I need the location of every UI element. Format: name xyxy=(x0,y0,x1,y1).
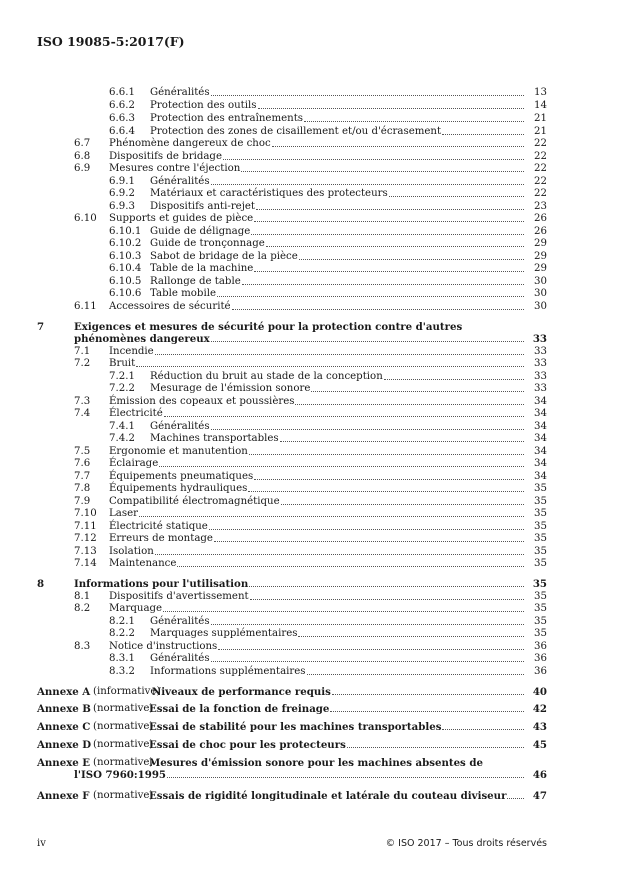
toc-entry-title: Essai de stabilité pour les machines transportables xyxy=(149,721,442,733)
annex-kind: (normative) xyxy=(93,703,154,714)
toc-entry-number: 8.1 xyxy=(74,591,91,602)
toc-entry-title: Généralités xyxy=(150,421,210,432)
toc-entry-page: 23 xyxy=(534,201,547,212)
toc-entry-title: Table de la machine xyxy=(150,263,254,274)
toc-entry-page: 30 xyxy=(534,301,547,312)
dot-leader xyxy=(211,184,524,185)
toc-entry-title: Généralités xyxy=(150,616,210,627)
dot-leader xyxy=(251,234,524,235)
dot-leader xyxy=(347,747,524,748)
toc-entry-number: 7.11 xyxy=(74,521,97,532)
toc-entry-title-line xyxy=(150,251,525,263)
toc-entry-title: Protection des zones de cisaillement et/ou d'écrasement xyxy=(150,126,442,137)
dot-leader xyxy=(211,341,524,342)
toc-entry-title-line xyxy=(150,238,525,250)
toc-entry-title: Erreurs de montage xyxy=(109,533,213,544)
toc-entry-number: 7.14 xyxy=(74,558,97,569)
toc-entry-number: 7.2 xyxy=(74,358,91,369)
toc-entry-number: 6.10.1 xyxy=(109,226,142,237)
dot-leader xyxy=(159,466,524,467)
toc-entry-title-line xyxy=(150,383,525,395)
toc-entry-title-line xyxy=(109,458,525,470)
toc-entry-page: 35 xyxy=(534,508,547,519)
toc-entry-title-line xyxy=(109,301,525,313)
toc-entry-page: 46 xyxy=(532,769,547,781)
toc-entry-number: 7.4.1 xyxy=(109,421,135,432)
toc-entry-number: Annexe C xyxy=(37,721,91,733)
toc-entry-title: Machines transportables xyxy=(150,433,279,444)
toc-entry-title: Niveaux de performance requis xyxy=(152,686,331,698)
dot-leader xyxy=(155,354,524,355)
toc-entry-title: Dispositifs de bridage xyxy=(109,151,222,162)
toc-entry-title-line xyxy=(150,628,525,640)
toc-entry-page: 34 xyxy=(534,408,547,419)
toc-entry-title-line xyxy=(150,176,525,188)
toc-entry-title: Dispositifs anti-rejet xyxy=(150,201,255,212)
toc-entry-number: 6.10.3 xyxy=(109,251,142,262)
toc-entry-title-line xyxy=(150,201,525,213)
toc-entry-page: 21 xyxy=(534,113,547,124)
toc-entry-title-line xyxy=(109,533,525,545)
toc-entry-number: 6.10.2 xyxy=(109,238,142,249)
toc-entry-number: 6.10 xyxy=(74,213,97,224)
toc-entry-page: 40 xyxy=(532,686,547,698)
toc-entry-number: 7.13 xyxy=(74,546,97,557)
toc-entry-title: Essai de choc pour les protecteurs xyxy=(149,739,346,751)
toc-entry-number: 7.12 xyxy=(74,533,97,544)
toc-entry-page: 36 xyxy=(534,641,547,652)
toc-entry-title-line xyxy=(74,578,525,590)
toc-entry-title: Guide de tronçonnage xyxy=(150,238,265,249)
toc-entry-number: 6.8 xyxy=(74,151,91,162)
dot-leader xyxy=(211,95,524,96)
toc-entry-number: 7.3 xyxy=(74,396,91,407)
toc-entry-page: 33 xyxy=(532,333,547,345)
toc-entry-number: 7.4 xyxy=(74,408,91,419)
toc-entry-page: 35 xyxy=(534,558,547,569)
dot-leader xyxy=(507,798,524,799)
toc-entry-title: Incendie xyxy=(109,346,154,357)
dot-leader xyxy=(272,146,524,147)
toc-entry-title: Équipements hydrauliques xyxy=(109,483,248,494)
toc-entry-title: Généralités xyxy=(150,653,210,664)
dot-leader xyxy=(136,366,524,367)
toc-entry-title-line xyxy=(150,263,525,275)
toc-entry-title-line xyxy=(150,653,525,665)
toc-entry-page: 35 xyxy=(534,603,547,614)
toc-entry-title-line xyxy=(150,100,525,112)
toc-entry-title: Marquage xyxy=(109,603,163,614)
annex-kind: (normative) xyxy=(93,790,154,801)
dot-leader xyxy=(307,674,524,675)
dot-leader xyxy=(163,611,524,612)
toc-entry-title: Mesures contre l'éjection xyxy=(109,163,241,174)
toc-entry-page: 22 xyxy=(534,188,547,199)
toc-entry-number: 7.6 xyxy=(74,458,91,469)
dot-leader xyxy=(384,379,524,380)
dot-leader xyxy=(280,441,524,442)
annex-kind: (normative) xyxy=(93,721,154,732)
toc-entry-title-line xyxy=(109,346,525,358)
dot-leader xyxy=(330,711,524,712)
dot-leader xyxy=(442,134,524,135)
toc-entry-title: Protection des entraînements xyxy=(150,113,304,124)
toc-entry-number: 6.6.2 xyxy=(109,100,135,111)
toc-entry-title: Essai de la fonction de freinage xyxy=(149,703,330,715)
dot-leader xyxy=(332,694,524,695)
toc-entry-number: 8.3.2 xyxy=(109,666,135,677)
toc-entry-number: 7.1 xyxy=(74,346,91,357)
dot-leader xyxy=(214,541,524,542)
toc-entry-title: Table mobile xyxy=(150,288,216,299)
toc-entry-title: Bruit xyxy=(109,358,136,369)
toc-entry-title-line xyxy=(109,546,525,558)
toc-entry-page: 30 xyxy=(534,276,547,287)
toc-entry-number: 7 xyxy=(37,321,45,333)
toc-entry-page: 26 xyxy=(534,213,547,224)
toc-entry-title: Dispositifs d'avertissement xyxy=(109,591,249,602)
toc-entry-number: 6.10.5 xyxy=(109,276,142,287)
toc-entry-title-line xyxy=(109,138,525,150)
toc-entry-title: Notice d'instructions xyxy=(109,641,218,652)
toc-entry-number: 7.7 xyxy=(74,471,91,482)
toc-entry-page: 45 xyxy=(532,739,547,751)
toc-entry-page: 35 xyxy=(534,546,547,557)
toc-entry-title: Généralités xyxy=(150,176,210,187)
toc-entry-title-line xyxy=(109,408,525,420)
dot-leader xyxy=(442,729,524,730)
toc-entry-title: Éclairage xyxy=(109,458,159,469)
toc-entry-number: 6.10.4 xyxy=(109,263,142,274)
toc-entry-title-line xyxy=(149,703,525,715)
toc-entry-number: 6.6.4 xyxy=(109,126,135,137)
toc-entry-title-line xyxy=(149,790,525,802)
toc-entry-title-line xyxy=(150,371,525,383)
toc-entry-number: 7.2.2 xyxy=(109,383,135,394)
dot-leader xyxy=(211,661,524,662)
toc-entry-number: 6.9.1 xyxy=(109,176,135,187)
dot-leader xyxy=(223,159,524,160)
toc-entry-title-line xyxy=(109,151,525,163)
toc-entry-title: Mesurage de l'émission sonore xyxy=(150,383,311,394)
dot-leader xyxy=(139,516,524,517)
toc-entry-page: 30 xyxy=(534,288,547,299)
dot-leader xyxy=(254,221,524,222)
toc-entry-title-line xyxy=(109,446,525,458)
toc-entry-title: Marquages supplémentaires xyxy=(150,628,298,639)
toc-entry-title: Accessoires de sécurité xyxy=(109,301,231,312)
toc-entry-page: 35 xyxy=(534,483,547,494)
toc-entry-page: 21 xyxy=(534,126,547,137)
toc-entry-title: Matériaux et caractéristiques des protecteurs xyxy=(150,188,388,199)
toc-entry-title-line xyxy=(109,163,525,175)
toc-entry-number: 7.5 xyxy=(74,446,91,457)
dot-leader xyxy=(311,391,524,392)
toc-entry-page: 14 xyxy=(534,100,547,111)
toc-entry-number: 7.9 xyxy=(74,496,91,507)
document-header: ISO 19085-5:2017(F) xyxy=(37,34,185,49)
dot-leader xyxy=(254,271,524,272)
annex-kind: (normative) xyxy=(93,757,154,768)
toc-entry-title-line xyxy=(149,739,525,751)
toc-entry-number: Annexe E xyxy=(37,757,91,769)
toc-entry-number: 8 xyxy=(37,578,45,590)
toc-entry-number: 7.2.1 xyxy=(109,371,135,382)
toc-entry-page: 26 xyxy=(534,226,547,237)
dot-leader xyxy=(258,108,524,109)
toc-entry-title: Protection des outils xyxy=(150,100,257,111)
toc-entry-title-line xyxy=(109,603,525,615)
toc-entry-page: 34 xyxy=(534,446,547,457)
toc-entry-title: Supports et guides de pièce xyxy=(109,213,254,224)
toc-entry-page: 34 xyxy=(534,433,547,444)
annex-kind: (normative) xyxy=(93,739,154,750)
toc-entry-title: Réduction du bruit au stade de la conception xyxy=(150,371,383,382)
toc-entry-title: Électricité statique xyxy=(109,521,208,532)
dot-leader xyxy=(281,504,524,505)
toc-entry-title-line xyxy=(150,188,525,200)
toc-entry-title-line xyxy=(150,126,525,138)
toc-entry-number: 6.10.6 xyxy=(109,288,142,299)
dot-leader xyxy=(250,599,524,600)
dot-leader xyxy=(241,171,524,172)
dot-leader xyxy=(209,529,524,530)
dot-leader xyxy=(211,429,524,430)
toc-entry-page: 35 xyxy=(534,616,547,627)
toc-entry-title: Sabot de bridage de la pièce xyxy=(150,251,298,262)
dot-leader xyxy=(211,624,524,625)
toc-entry-page: 36 xyxy=(534,653,547,664)
toc-entry-page: 35 xyxy=(534,591,547,602)
toc-entry-number: 7.8 xyxy=(74,483,91,494)
toc-entry-title-line xyxy=(109,483,525,495)
toc-entry-page: 34 xyxy=(534,421,547,432)
toc-entry-title-line xyxy=(150,433,525,445)
toc-entry-title: Ergonomie et manutention xyxy=(109,446,248,457)
toc-entry-title-line xyxy=(74,769,525,781)
toc-entry-title-line xyxy=(150,666,525,678)
toc-entry-page: 34 xyxy=(534,458,547,469)
toc-entry-page: 22 xyxy=(534,176,547,187)
dot-leader xyxy=(232,309,524,310)
toc-entry-number: 6.6.3 xyxy=(109,113,135,124)
toc-entry-page: 35 xyxy=(534,533,547,544)
dot-leader xyxy=(249,454,524,455)
dot-leader xyxy=(256,209,524,210)
dot-leader xyxy=(299,259,524,260)
dot-leader xyxy=(249,586,524,587)
toc-entry-page: 13 xyxy=(534,87,547,98)
toc-entry-title-line xyxy=(109,521,525,533)
page-number: iv xyxy=(37,838,46,849)
toc-entry-page: 42 xyxy=(532,703,547,715)
toc-entry-title-line xyxy=(150,421,525,433)
toc-entry-page: 36 xyxy=(534,666,547,677)
toc-entry-page: 22 xyxy=(534,138,547,149)
toc-entry-title-first-line: Mesures d'émission sonore pour les machines absentes de xyxy=(149,757,483,769)
toc-entry-number: 8.3 xyxy=(74,641,91,652)
toc-entry-number: 6.7 xyxy=(74,138,91,149)
toc-entry-title: phénomènes dangereux xyxy=(74,333,210,345)
toc-entry-title-line xyxy=(149,721,525,733)
toc-entry-number: 8.3.1 xyxy=(109,653,135,664)
toc-entry-page: 29 xyxy=(534,238,547,249)
toc-entry-page: 33 xyxy=(534,358,547,369)
toc-entry-page: 35 xyxy=(534,496,547,507)
toc-entry-title: Essais de rigidité longitudinale et latérale du couteau diviseur xyxy=(149,790,507,802)
toc-entry-title: Équipements pneumatiques xyxy=(109,471,254,482)
dot-leader xyxy=(218,649,524,650)
dot-leader xyxy=(167,777,524,778)
toc-entry-title: Maintenance xyxy=(109,558,177,569)
toc-entry-number: 6.9.2 xyxy=(109,188,135,199)
toc-entry-number: Annexe F xyxy=(37,790,90,802)
toc-entry-page: 34 xyxy=(534,471,547,482)
toc-entry-number: Annexe A xyxy=(37,686,91,698)
toc-entry-title-line xyxy=(150,616,525,628)
toc-entry-title: Informations pour l'utilisation xyxy=(74,578,249,590)
toc-entry-page: 43 xyxy=(532,721,547,733)
toc-entry-number: 6.11 xyxy=(74,301,97,312)
toc-entry-title-line xyxy=(152,686,525,698)
toc-entry-number: 6.6.1 xyxy=(109,87,135,98)
copyright-notice: © ISO 2017 – Tous droits réservés xyxy=(385,838,547,849)
dot-leader xyxy=(295,404,524,405)
toc-entry-title-line xyxy=(150,226,525,238)
toc-entry-page: 33 xyxy=(534,346,547,357)
dot-leader xyxy=(217,296,524,297)
toc-entry-number: 6.9 xyxy=(74,163,91,174)
toc-entry-number: 8.2.1 xyxy=(109,616,135,627)
toc-entry-title-line xyxy=(109,591,525,603)
toc-entry-title-line xyxy=(109,496,525,508)
toc-entry-title: Rallonge de table xyxy=(150,276,241,287)
toc-entry-title: Généralités xyxy=(150,87,210,98)
dot-leader xyxy=(254,479,524,480)
toc-entry-title-line xyxy=(109,558,525,570)
toc-entry-page: 35 xyxy=(532,578,547,590)
toc-entry-title-line xyxy=(109,508,525,520)
toc-entry-title-line xyxy=(150,288,525,300)
toc-entry-number: 8.2 xyxy=(74,603,91,614)
toc-entry-page: 22 xyxy=(534,151,547,162)
toc-entry-title: Émission des copeaux et poussières xyxy=(109,396,295,407)
toc-entry-title: l'ISO 7960:1995 xyxy=(74,769,167,781)
dot-leader xyxy=(389,196,524,197)
dot-leader xyxy=(298,636,524,637)
toc-entry-number: 7.10 xyxy=(74,508,97,519)
dot-leader xyxy=(304,121,524,122)
toc-entry-title-line xyxy=(109,213,525,225)
dot-leader xyxy=(266,246,524,247)
toc-entry-title: Compatibilité électromagnétique xyxy=(109,496,280,507)
toc-entry-page: 33 xyxy=(534,371,547,382)
toc-entry-title: Phénomène dangereux de choc xyxy=(109,138,271,149)
toc-entry-page: 35 xyxy=(534,521,547,532)
toc-entry-number: 6.9.3 xyxy=(109,201,135,212)
annex-kind: (informative) xyxy=(93,686,161,697)
toc-entry-page: 29 xyxy=(534,251,547,262)
toc-entry-title: Informations supplémentaires xyxy=(150,666,306,677)
toc-entry-title: Isolation xyxy=(109,546,154,557)
toc-entry-title-line xyxy=(109,396,525,408)
toc-entry-title: Guide de délignage xyxy=(150,226,251,237)
toc-entry-title-line xyxy=(109,471,525,483)
toc-entry-number: Annexe D xyxy=(37,739,92,751)
toc-entry-page: 33 xyxy=(534,383,547,394)
dot-leader xyxy=(155,554,524,555)
toc-entry-number: 7.4.2 xyxy=(109,433,135,444)
toc-entry-title-line xyxy=(150,87,525,99)
toc-entry-title-line xyxy=(109,358,525,370)
dot-leader xyxy=(242,284,524,285)
dot-leader xyxy=(248,491,524,492)
toc-entry-number: 8.2.2 xyxy=(109,628,135,639)
toc-entry-page: 35 xyxy=(534,628,547,639)
dot-leader xyxy=(177,566,524,567)
toc-entry-page: 47 xyxy=(532,790,547,802)
toc-entry-title-line xyxy=(150,113,525,125)
dot-leader xyxy=(164,416,524,417)
toc-entry-page: 29 xyxy=(534,263,547,274)
toc-entry-title: Électricité xyxy=(109,408,163,419)
toc-entry-number: Annexe B xyxy=(37,703,91,715)
toc-entry-title-line xyxy=(74,333,525,345)
toc-entry-title-line xyxy=(150,276,525,288)
toc-entry-title: Laser xyxy=(109,508,138,519)
toc-entry-title-line xyxy=(109,641,525,653)
toc-entry-page: 34 xyxy=(534,396,547,407)
toc-entry-title-first-line: Exigences et mesures de sécurité pour la protection contre d'autres xyxy=(74,321,463,333)
toc-entry-page: 22 xyxy=(534,163,547,174)
